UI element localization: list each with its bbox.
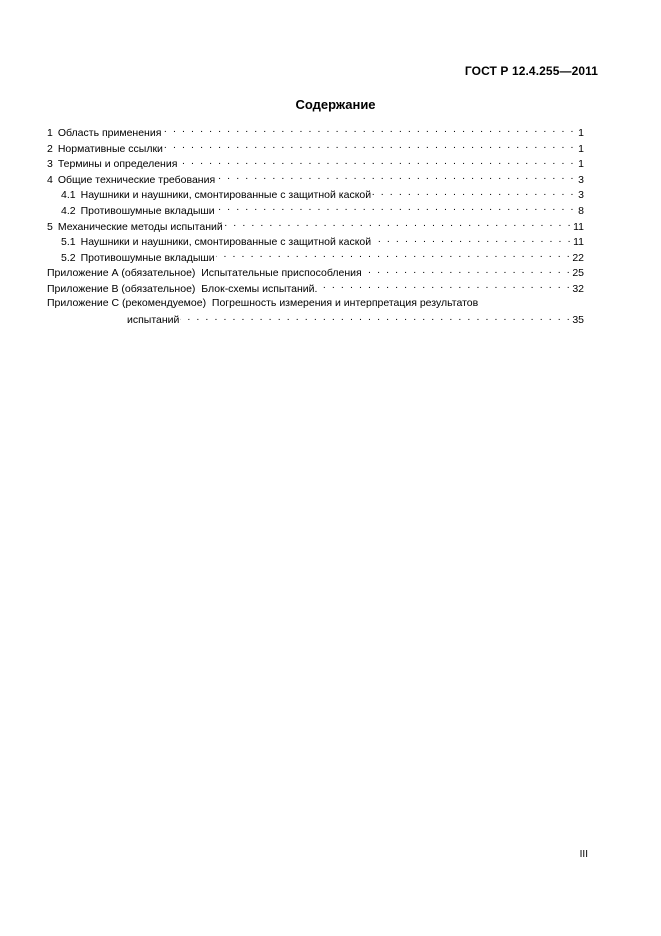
toc-entry-page: 1 (578, 158, 584, 171)
toc-entry-label: Термины и определения (57, 158, 178, 171)
toc-entry-number: 2 (47, 142, 53, 155)
toc-entry-page: 3 (578, 189, 584, 202)
toc-entry-number: 4.1 (61, 189, 76, 202)
toc-leader-dots (178, 155, 575, 167)
toc-entry-label: Наушники и наушники, смонтированные с защитной каской (80, 189, 372, 202)
toc-appendix-entry[interactable] (47, 296, 584, 312)
toc-entry-label: испытаний (127, 314, 180, 327)
toc-leader-dots (162, 124, 575, 136)
toc-entry-page: 11 (573, 220, 584, 233)
toc-entry-label: Механические методы испытаний (57, 220, 223, 233)
toc-entry-page: 32 (572, 282, 584, 295)
toc-leader-dots (224, 218, 572, 230)
page-number: III (579, 849, 588, 860)
toc-entry-label: Противошумные вкладыши (80, 204, 215, 217)
toc-subentry[interactable] (47, 186, 584, 202)
toc-entry-label: Нормативные ссылки (57, 142, 163, 155)
toc-subentry[interactable] (47, 249, 584, 265)
toc-leader-dots (216, 249, 572, 261)
toc-entry-number: 1 (47, 127, 53, 139)
toc-appendix-entry[interactable] (47, 264, 584, 280)
toc-entry-number: 5.2 (61, 251, 76, 264)
toc-entry[interactable] (47, 124, 584, 140)
toc-entry-number: 4 (47, 173, 53, 186)
toc-entry-page: 3 (578, 173, 584, 186)
toc-entry[interactable] (47, 218, 584, 234)
toc-leader-dots (216, 171, 575, 183)
toc-entry-label: Общие технические требования (57, 173, 216, 186)
toc-entry-page: 22 (572, 251, 584, 264)
toc-title: Содержание (295, 97, 376, 112)
toc-leader-dots (164, 140, 575, 152)
toc-entry[interactable] (47, 155, 584, 171)
toc-entry-label: Приложение А (обязательное) Испытательные приспособления (47, 267, 362, 280)
toc-entry-page: 35 (572, 314, 584, 327)
toc-entry-page: 1 (578, 142, 584, 155)
toc-entry-page: 11 (573, 236, 584, 249)
toc-leader-dots (216, 202, 575, 214)
toc-leader-dots (372, 233, 572, 245)
toc-leader-dots (363, 264, 572, 276)
toc-entry-page: 8 (578, 204, 584, 217)
toc-entry-page: 25 (572, 267, 584, 280)
toc-entry-number: 4.2 (61, 204, 76, 217)
toc-subentry[interactable] (47, 233, 584, 249)
toc-entry-number: 5.1 (61, 236, 76, 249)
toc-appendix-entry-continuation[interactable] (47, 311, 584, 327)
toc-leader-dots (372, 186, 575, 198)
toc-leader-dots (180, 311, 571, 323)
toc-entry[interactable] (47, 171, 584, 187)
toc-subentry[interactable] (47, 202, 584, 218)
toc-entry-number: 3 (47, 158, 53, 171)
toc-entry-number: 5 (47, 220, 53, 233)
toc-leader-dots (318, 280, 571, 292)
toc-appendix-entry[interactable] (47, 280, 584, 296)
table-of-contents (47, 124, 584, 327)
toc-entry-label: Приложение В (обязательное) Блок-схемы испытаний. (47, 282, 318, 295)
toc-entry-label: Приложение С (рекомендуемое) Погрешность измерения и интерпретация результатов (47, 296, 479, 309)
toc-entry-label: Противошумные вкладыши (80, 251, 215, 264)
toc-entry-page: 1 (578, 127, 584, 139)
toc-entry[interactable] (47, 140, 584, 156)
document-code: ГОСТ Р 12.4.255—2011 (464, 64, 598, 78)
toc-entry-label: Область применения (57, 127, 162, 139)
toc-entry-label: Наушники и наушники, смонтированные с защитной каской (80, 236, 372, 249)
